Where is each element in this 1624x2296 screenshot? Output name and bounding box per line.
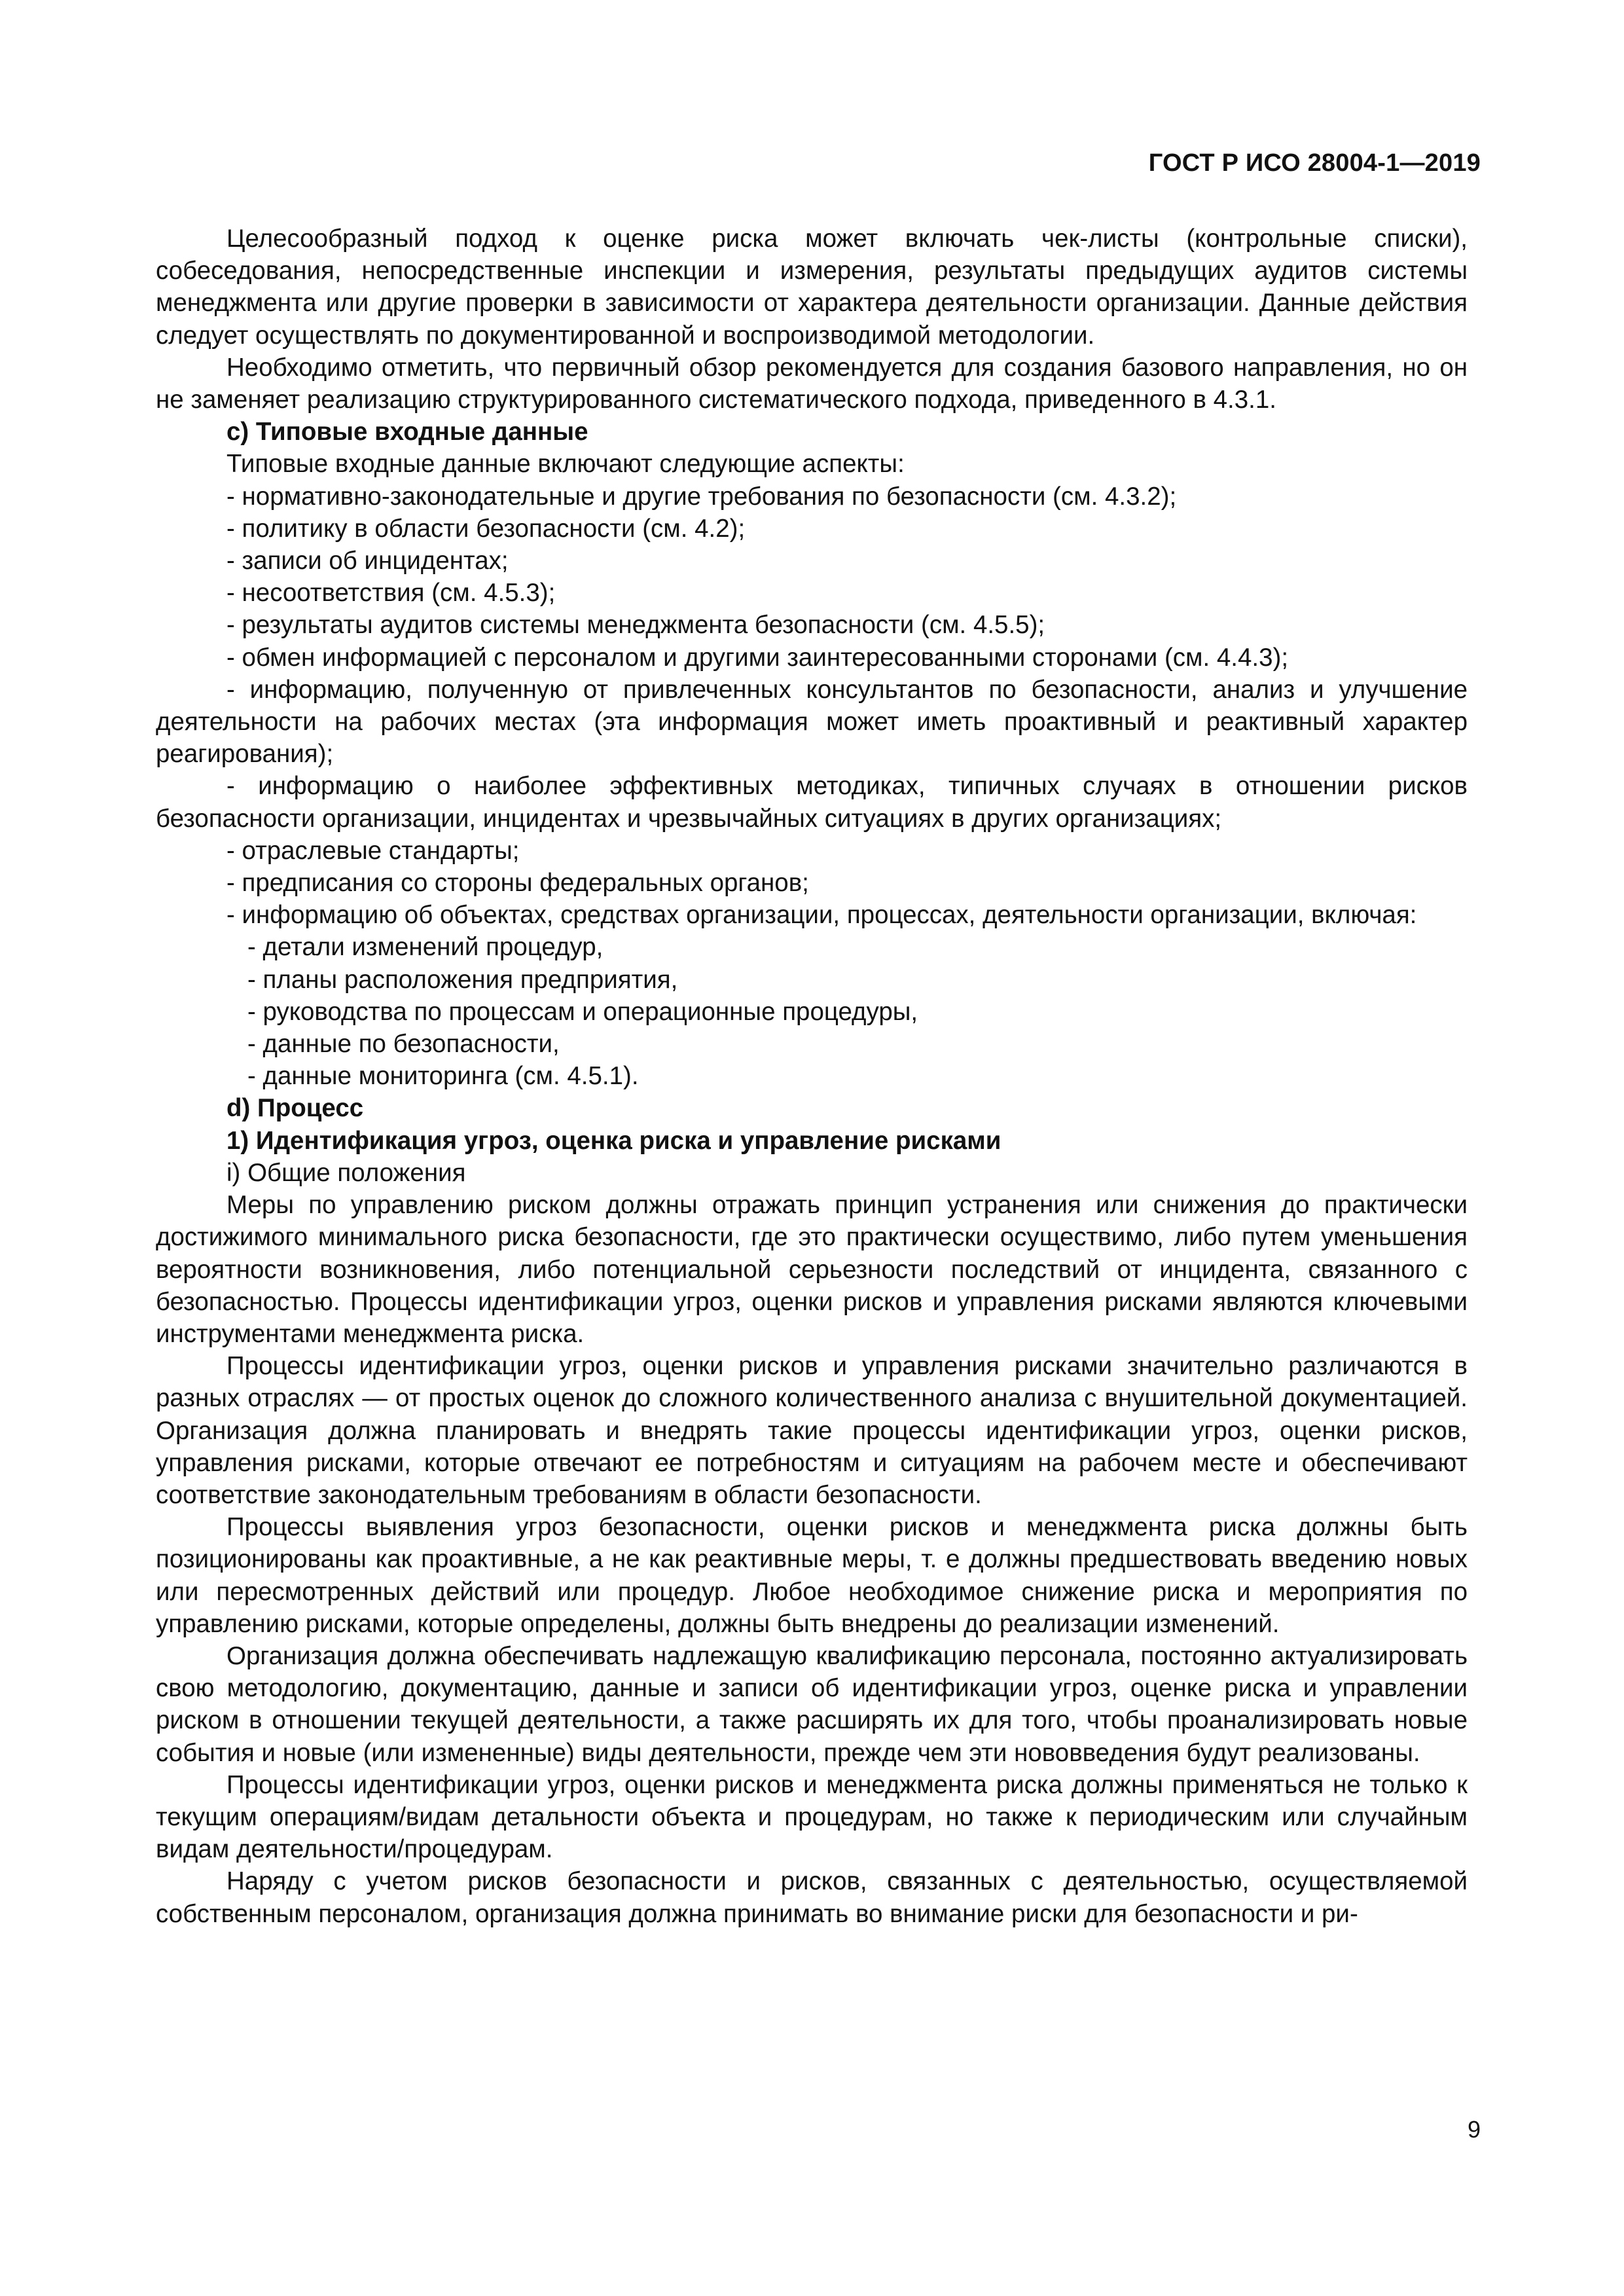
list-item: - нормативно-законодательные и другие требования по безопасности (см. 4.3.2);: [226, 482, 1177, 511]
list-item: - обмен информацией с персоналом и другими заинтересованными сторонами (см. 4.4.3);: [226, 643, 1289, 672]
paragraph: Процессы идентификации угроз, оценки рисков и менеджмента риска должны применяться не только к текущим операциям/видам детальности объекта и процедурам, но также к периодическим или случайным видам деятельности/процедурам.: [156, 1770, 1468, 1864]
paragraph: Процессы выявления угроз безопасности, оценки рисков и менеджмента риска должны быть позиционированы как проактивные, а не как реактивные меры, т. е должны предшествовать введению новых или пересмотренных действий или процедур. Любое необходимое снижение риска и мероприятия по управлению рисками, которые определены, должны быть внедрены до реализации изменений.: [156, 1513, 1468, 1638]
paragraph: Процессы идентификации угроз, оценки рисков и управления рисками значительно различаются в разных отраслях — от простых оценок до сложного количественного анализа с внушительной документацией. Организация должна планировать и внедрять такие процессы идентификации угроз, оценки рисков, управления рисками, которые отвечают ее потребностям и ситуациям на рабочем месте и обеспечивают соответствие законодательным требованиям в области безопасности.: [156, 1352, 1468, 1509]
page-number: 9: [1467, 2116, 1481, 2143]
section-intro: Типовые входные данные включают следующие аспекты:: [226, 450, 905, 479]
page-body: [156, 223, 1468, 1930]
subsubsection-heading: i) Общие положения: [226, 1158, 466, 1187]
subsection-heading: 1) Идентификация угроз, оценка риска и управление рисками: [226, 1126, 1001, 1155]
paragraph: Организация должна обеспечивать надлежащую квалификацию персонала, постоянно актуализировать свою методологию, документацию, данные и записи об идентификации угроз, оценке риска и управлении риском в отношении текущей деятельности, а также расширять их для того, чтобы проанализировать новые события и новые (или измененные) виды деятельности, прежде чем эти нововведения будут реализованы.: [156, 1641, 1468, 1767]
paragraph: Меры по управлению риском должны отражать принцип устранения или снижения до практически достижимого минимального риска безопасности, где это практически осуществимо, либо путем уменьшения вероятности возникновения, либо потенциальной серьезности последствий от инцидента, связанного с безопасностью. Процессы идентификации угроз, оценки рисков и управления рисками являются ключевыми инструментами менеджмента риска.: [156, 1191, 1468, 1348]
sub-list-item: - данные по безопасности,: [247, 1030, 560, 1059]
sub-list-item: - детали изменений процедур,: [247, 933, 604, 962]
sub-list-item: - планы расположения предприятия,: [247, 965, 678, 994]
list-item: - результаты аудитов системы менеджмента безопасности (см. 4.5.5);: [226, 611, 1045, 640]
sub-list-item: - руководства по процессам и операционные процедуры,: [247, 997, 918, 1026]
section-heading-d: d) Процесс: [226, 1094, 364, 1123]
sub-list-item: - данные мониторинга (см. 4.5.1).: [247, 1062, 639, 1091]
list-item: - несоответствия (см. 4.5.3);: [226, 579, 556, 608]
list-item: - предписания со стороны федеральных органов;: [226, 869, 809, 898]
section-heading-c: с) Типовые входные данные: [226, 418, 588, 446]
paragraph: Наряду с учетом рисков безопасности и рисков, связанных с деятельностью, осуществляемой собственным персоналом, организация должна принимать во внимание риски для безопасности и ри-: [156, 1867, 1468, 1928]
document-header: ГОСТ Р ИСО 28004-1—2019: [1148, 149, 1481, 177]
list-item: - информацию, полученную от привлеченных консультантов по безопасности, анализ и улучшение деятельности на рабочих местах (эта информация может иметь проактивный и реактивный характер реагирования);: [156, 675, 1468, 769]
list-item: - информацию об объектах, средствах организации, процессах, деятельности организации, включая:: [226, 901, 1417, 930]
list-item: - информацию о наиболее эффективных методиках, типичных случаях в отношении рисков безопасности организации, инцидентах и чрезвычайных ситуациях в других организациях;: [156, 772, 1468, 833]
list-item: - записи об инцидентах;: [226, 547, 509, 575]
paragraph: Целесообразный подход к оценке риска может включать чек-листы (контрольные списки), собеседования, непосредственные инспекции и измерения, результаты предыдущих аудитов системы менеджмента или другие проверки в зависимости от характера деятельности организации. Данные действия следует осуществлять по документированной и воспроизводимой методологии.: [156, 225, 1468, 350]
paragraph: Необходимо отметить, что первичный обзор рекомендуется для создания базового направления, но он не заменяет реализацию структурированного систематического подхода, приведенного в 4.3.1.: [156, 353, 1468, 414]
list-item: - отраслевые стандарты;: [226, 836, 520, 865]
list-item: - политику в области безопасности (см. 4.2);: [226, 514, 746, 543]
